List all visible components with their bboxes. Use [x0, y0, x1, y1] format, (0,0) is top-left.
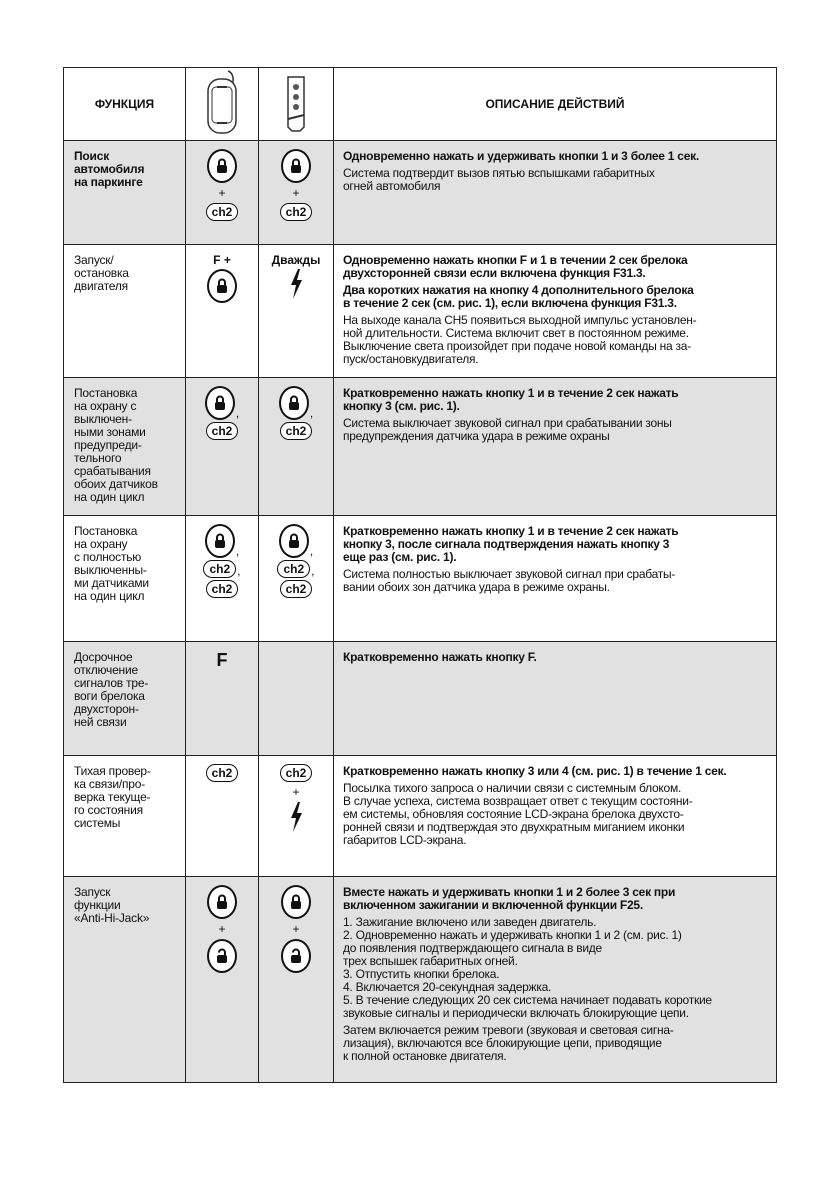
function-name: Досрочное отключение сигналов тре- воги брелока двухсторон- ней связи	[74, 650, 149, 729]
functions-table	[63, 67, 777, 1083]
extra-fob-buttons-cell	[259, 877, 334, 1083]
function-name: Запуск/ остановка двигателя	[74, 253, 129, 293]
action-instruction: Одновременно нажать и удерживать кнопки 1 и 3 более 1 сек.	[343, 149, 699, 163]
plus-sign: +	[218, 186, 226, 200]
button-sequence	[186, 756, 258, 782]
extra-fob-buttons-cell	[259, 642, 334, 756]
description	[334, 378, 776, 443]
header-description: ОПИСАНИЕ ДЕЙСТВИЙ	[334, 68, 777, 141]
action-instruction: Одновременно нажать кнопки F и 1 в течении 2 сек брелока двухсторонней связи если включена функция F31.3.	[343, 253, 688, 280]
lock-button-icon	[281, 149, 311, 183]
comma: ,	[235, 544, 240, 558]
ch2-button-icon: ch2	[277, 560, 310, 578]
button-sequence	[259, 642, 333, 650]
comma: ,	[309, 406, 314, 420]
description-cell	[334, 642, 777, 756]
function-cell	[64, 877, 186, 1083]
plus-sign: +	[292, 785, 300, 799]
two-way-fob-image	[186, 68, 259, 141]
comma: ,	[237, 564, 241, 578]
action-explanation: Посылка тихого запроса о наличии связи с системным блоком. В случае успеха, система возвращает ответ с текущим состояни- ем системы, обновляя состояние LCD-экрана брелока двухсто- ронней связи и подтверждая это двухкратным миганием иконки габаритов LCD-экрана.	[343, 781, 693, 847]
description	[334, 245, 776, 366]
button-sequence	[186, 516, 258, 598]
button-note: F +	[213, 253, 231, 267]
function-cell	[64, 516, 186, 642]
extra-fob-icon	[284, 73, 308, 133]
action-explanation: Система выключает звуковой сигнал при срабатывании зоны предупреждения датчика удара в режиме охраны	[343, 416, 672, 443]
lock-button-icon	[205, 386, 235, 420]
main-fob-buttons-cell	[186, 245, 259, 378]
extra-fob-buttons-cell	[259, 141, 334, 245]
function-cell	[64, 378, 186, 516]
action-instruction: Кратковременно нажать кнопку 3 или 4 (см. рис. 1) в течение 1 сек.	[343, 764, 727, 778]
function-name: Тихая провер- ка связи/про- верка текуще- го состояния системы	[74, 764, 151, 830]
action-instruction: Кратковременно нажать кнопку 1 и в течение 2 сек нажать кнопку 3 (см. рис. 1).	[343, 386, 679, 413]
extra-fob-buttons-cell	[259, 245, 334, 378]
action-explanation: Система подтвердит вызов пятью вспышками габаритных огней автомобиля	[343, 166, 655, 193]
main-fob-buttons-cell	[186, 378, 259, 516]
lock-button-icon	[207, 885, 237, 919]
button-with-comma	[203, 560, 240, 578]
table-row	[64, 245, 777, 378]
action-explanation: 1. Зажигание включено или заведен двигатель. 2. Одновременно нажать и удерживать кнопки 1 и 2 (см. рис. 1) до появления подтверждающего сигнала в виде трех вспышек габаритных огней. 3. Отпустить кнопки брелока. 4. Включается 20-секундная задержка. 5. В течение следующих 20 сек система начинает подавать короткие звуковые сигналы и периодически включать блокирующие цепи.	[343, 915, 712, 1020]
lock-button-icon	[279, 524, 309, 558]
comma: ,	[235, 406, 240, 420]
main-fob-buttons-cell	[186, 141, 259, 245]
description-cell	[334, 245, 777, 378]
button-with-comma	[205, 386, 239, 420]
action-explanation: Система полностью выключает звуковой сигнал при срабаты- вании обоих зон датчика удара в режиме охраны.	[343, 567, 676, 594]
function-name: Постановка на охрану с полностью выключенны- ми датчиками на один цикл	[74, 524, 149, 603]
description-cell	[334, 378, 777, 516]
function-cell	[64, 245, 186, 378]
ch2-button-icon: ch2	[280, 422, 313, 440]
plus-sign: +	[292, 186, 300, 200]
table-row	[64, 516, 777, 642]
description	[334, 141, 776, 193]
action-explanation: На выходе канала CH5 появиться выходной импульс установлен- ной длительности. Система включит свет в постоянном режиме. Выключение света произойдет при подаче новой команды на за- пуск/остановкудвигателя.	[343, 313, 697, 366]
button-sequence	[259, 141, 333, 221]
button-with-comma	[277, 560, 314, 578]
lock-button-icon	[205, 524, 235, 558]
extra-fob-buttons-cell	[259, 516, 334, 642]
button-with-comma	[279, 386, 313, 420]
action-instruction: Кратковременно нажать кнопку F.	[343, 650, 537, 664]
ch2-button-icon: ch2	[280, 203, 313, 221]
unlock-button-icon	[207, 939, 237, 973]
button-sequence	[259, 877, 333, 973]
table-row	[64, 378, 777, 516]
button-sequence	[186, 642, 258, 671]
two-way-fob-icon	[202, 69, 242, 137]
plus-sign: +	[292, 922, 300, 936]
lock-button-icon	[207, 149, 237, 183]
button-with-comma	[205, 524, 239, 558]
description-cell	[334, 756, 777, 877]
function-cell	[64, 642, 186, 756]
button-sequence	[186, 877, 258, 973]
comma: ,	[309, 544, 314, 558]
lock-button-icon	[207, 269, 237, 303]
button-sequence	[186, 141, 258, 221]
main-fob-buttons-cell	[186, 877, 259, 1083]
extra-fob-image	[259, 68, 334, 141]
ch2-button-icon: ch2	[280, 580, 313, 598]
function-name: Запуск функции «Anti-Hi-Jack»	[74, 885, 150, 925]
function-cell	[64, 756, 186, 877]
ch2-button-icon: ch2	[206, 580, 239, 598]
button-sequence	[186, 245, 258, 303]
ch2-button-icon: ch2	[203, 560, 236, 578]
description	[334, 756, 776, 847]
function-cell	[64, 141, 186, 245]
unlock-button-icon	[281, 939, 311, 973]
lock-button-icon	[281, 885, 311, 919]
description	[334, 877, 776, 1063]
function-name: Поиск автомобиля на паркинге	[74, 149, 145, 189]
extra-fob-buttons-cell	[259, 378, 334, 516]
description-cell	[334, 141, 777, 245]
button-sequence	[259, 516, 333, 598]
function-name: Постановка на охрану с выключен- ными зонами предупреди- тельного срабатывания обоих датчиков на один цикл	[74, 386, 158, 504]
main-fob-buttons-cell	[186, 642, 259, 756]
lightning-button-icon	[289, 802, 303, 837]
lock-button-icon	[279, 386, 309, 420]
table-row	[64, 877, 777, 1083]
table-header	[64, 68, 777, 141]
extra-fob-buttons-cell	[259, 756, 334, 877]
description-cell	[334, 877, 777, 1083]
button-with-comma	[279, 524, 313, 558]
lightning-button-icon	[289, 269, 303, 304]
description	[334, 516, 776, 594]
main-fob-buttons-cell	[186, 516, 259, 642]
action-instruction: Два коротких нажатия на кнопку 4 дополнительного брелока в течение 2 сек (см. рис. 1), если включена функция F31.3.	[343, 283, 694, 310]
table-row	[64, 756, 777, 877]
table-row	[64, 141, 777, 245]
button-sequence	[259, 378, 333, 440]
action-instruction: Кратковременно нажать кнопку 1 и в течение 2 сек нажать кнопку 3, после сигнала подтверждения нажать кнопку 3 еще раз (см. рис. 1).	[343, 524, 679, 564]
main-fob-buttons-cell	[186, 756, 259, 877]
ch2-button-icon: ch2	[280, 764, 313, 782]
description	[334, 642, 776, 664]
comma: ,	[311, 564, 315, 578]
ch2-button-icon: ch2	[206, 422, 239, 440]
button-note: Дважды	[271, 253, 321, 267]
ch2-button-icon: ch2	[206, 764, 239, 782]
action-instruction: Вместе нажать и удерживать кнопки 1 и 2 более 3 сек при включенном зажигании и включенной функции F25.	[343, 885, 676, 912]
header-function: ФУНКЦИЯ	[64, 68, 186, 141]
table-row	[64, 642, 777, 756]
ch2-button-icon: ch2	[206, 203, 239, 221]
action-explanation: Затем включается режим тревоги (звуковая и световая сигна- лизация), включаются все блокирующие цепи, приводящие к полной остановке двигателя.	[343, 1023, 674, 1063]
button-sequence	[186, 378, 258, 440]
button-sequence	[259, 756, 333, 837]
plus-sign: +	[218, 922, 226, 936]
button-sequence	[259, 245, 333, 304]
f-button-label: F	[216, 650, 228, 670]
description-cell	[334, 516, 777, 642]
